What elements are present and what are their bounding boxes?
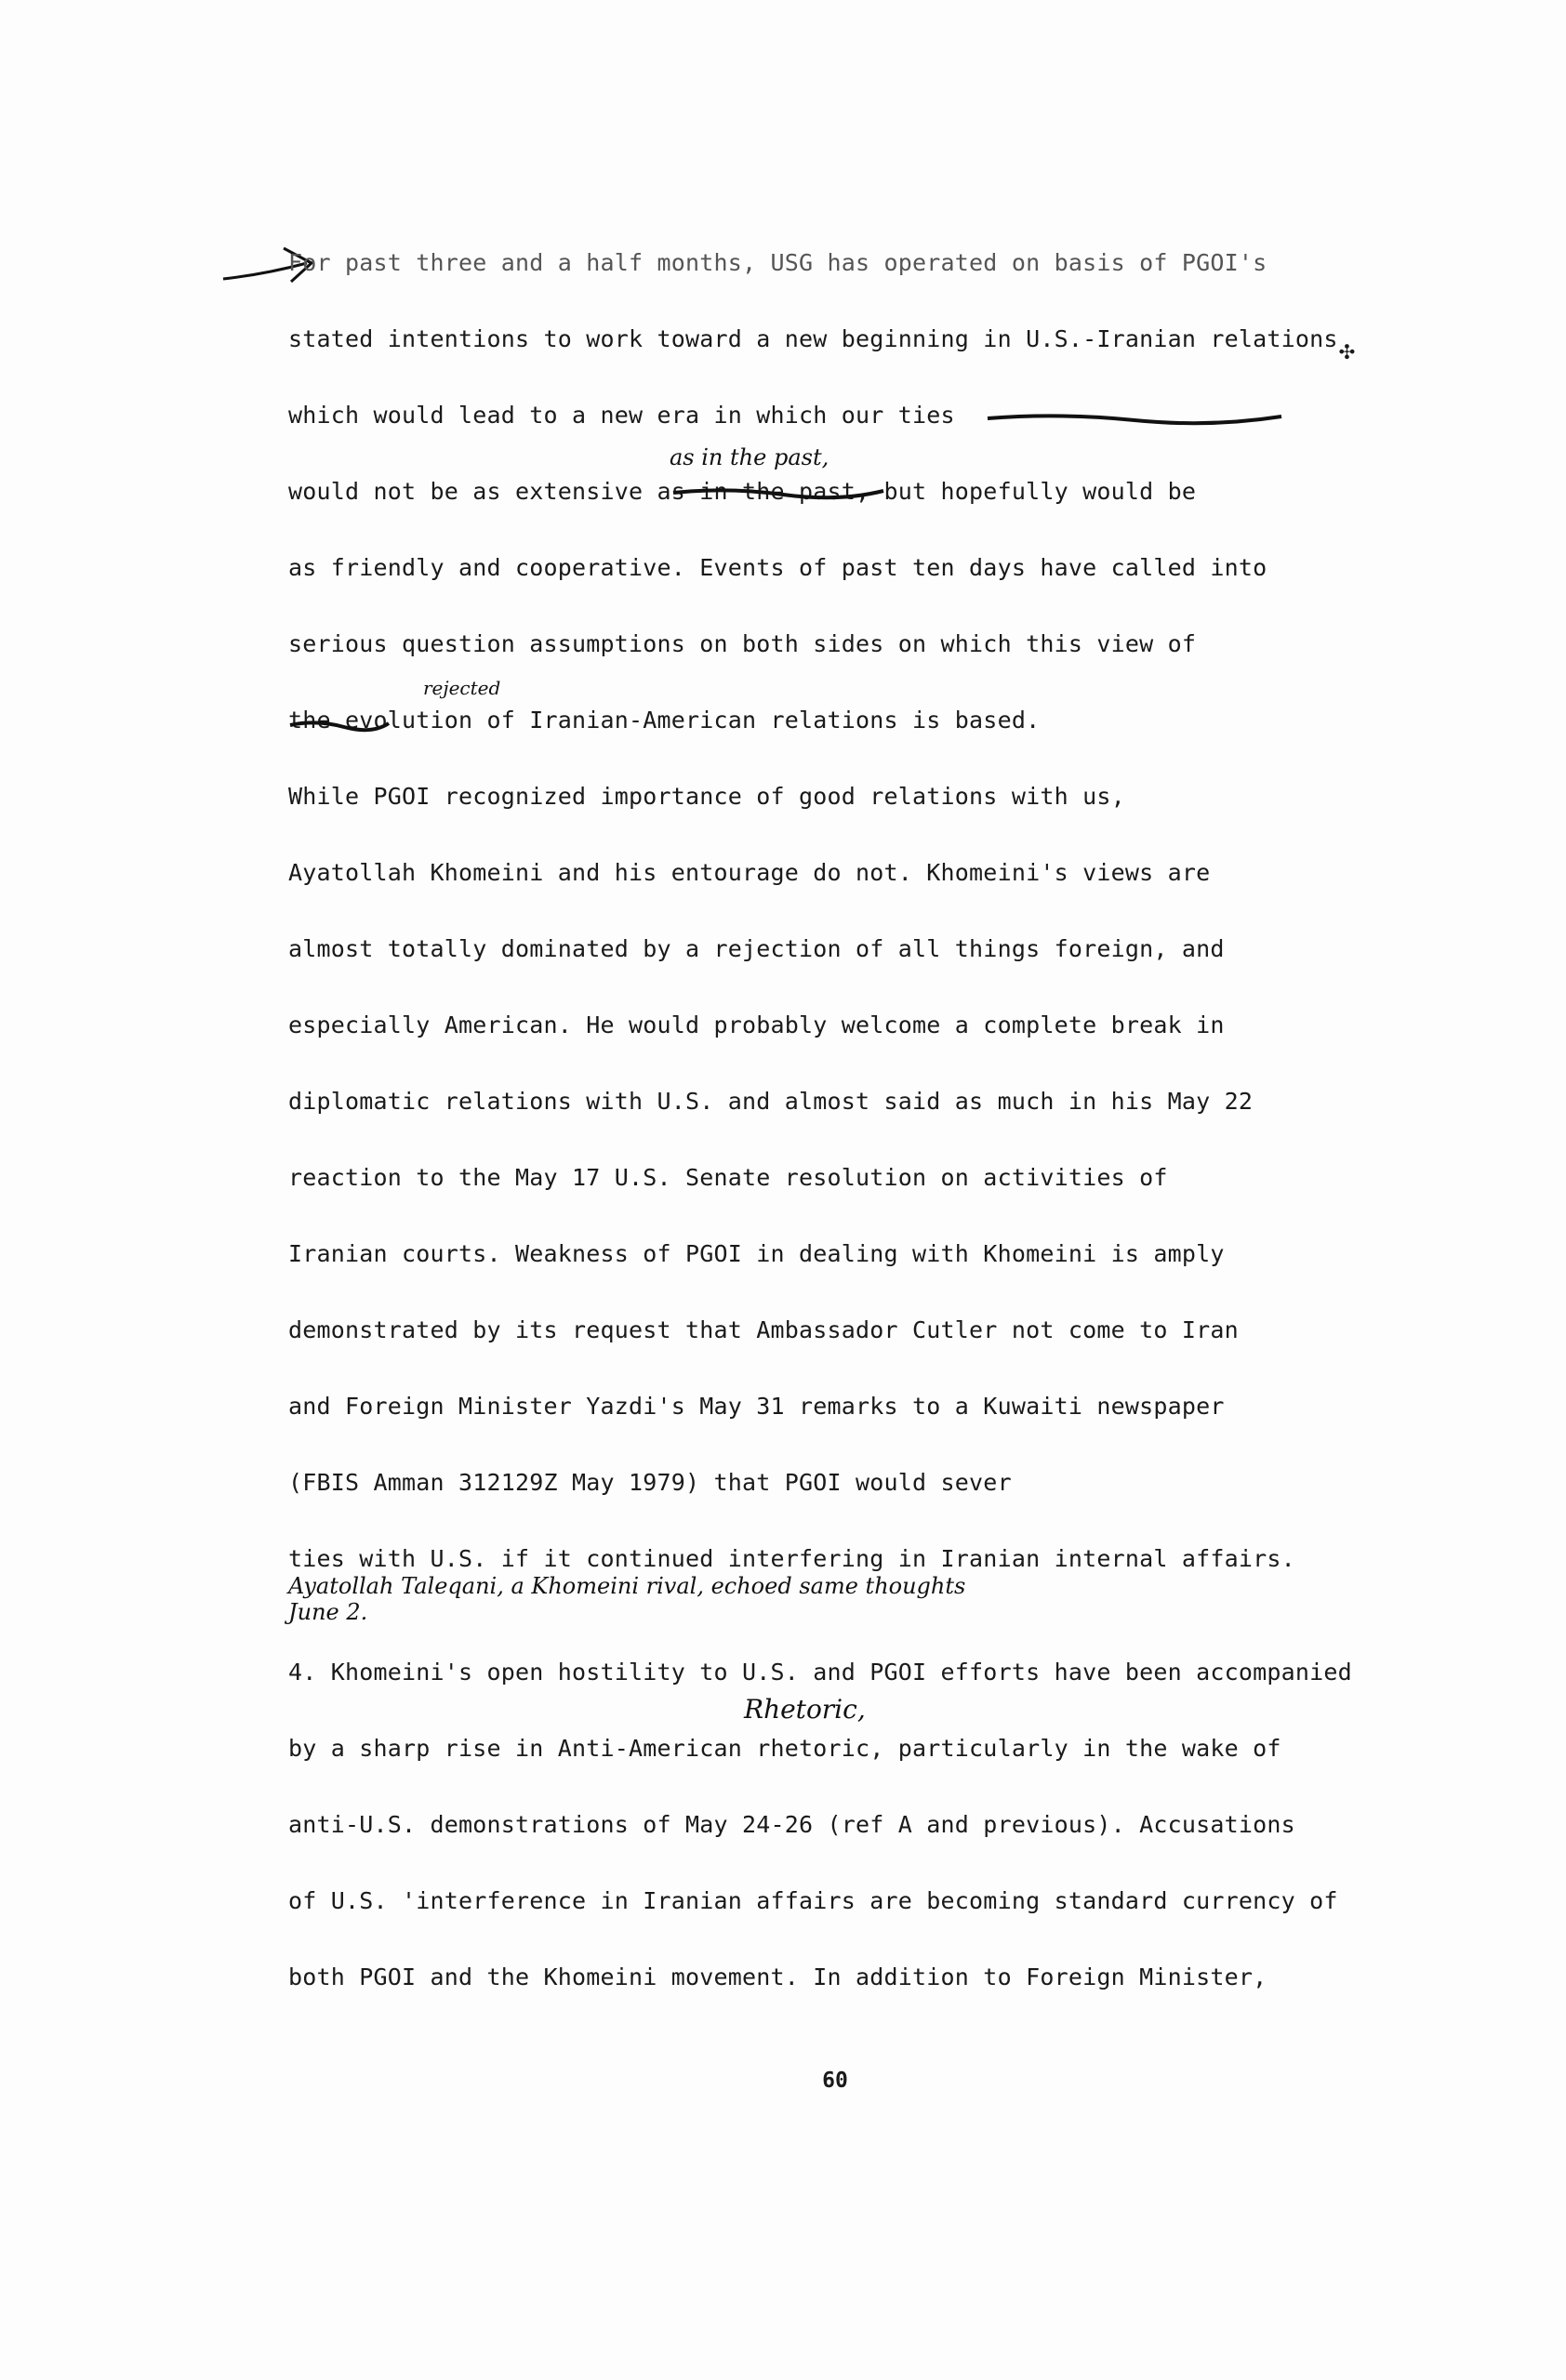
strikethrough-scribble-icon: [986, 409, 1283, 428]
text-line: diplomatic relations with U.S. and almost said as much in his May 22: [288, 1088, 1254, 1115]
handwritten-annotation: as in the past,: [670, 444, 829, 470]
text-line: Iranian courts. Weakness of PGOI in dealing with Khomeini is amply: [288, 1240, 1225, 1267]
text-line: (FBIS Amman 312129Z May 1979) that PGOI would sever: [288, 1469, 1012, 1496]
handwritten-annotation: rejected: [423, 677, 501, 699]
handwritten-margin-note: June 2.: [288, 1599, 368, 1625]
text-line: as friendly and cooperative. Events of past ten days have called into: [288, 554, 1267, 581]
text-line: ties with U.S. if it continued interfering in Iranian internal affairs.: [288, 1545, 1295, 1572]
text-line: Ayatollah Khomeini and his entourage do not. Khomeini's views are: [288, 859, 1211, 886]
text-line: by a sharp rise in Anti-American rhetoric, particularly in the wake of: [288, 1735, 1281, 1762]
strikethrough-scribble-icon: [288, 716, 391, 734]
text-line: anti-U.S. demonstrations of May 24-26 (ref A and previous). Accusations: [288, 1811, 1295, 1838]
strikethrough-scribble-icon: [671, 483, 885, 502]
handwritten-annotation: Rhetoric,: [744, 1694, 866, 1725]
text-line: both PGOI and the Khomeini movement. In addition to Foreign Minister,: [288, 1964, 1267, 1990]
text-line: serious question assumptions on both sides on which this view of: [288, 630, 1197, 657]
text-line: For past three and a half months, USG has operated on basis of PGOI's: [288, 249, 1267, 276]
margin-mark-icon: ✣: [1339, 335, 1355, 365]
text-line: stated intentions to work toward a new beginning in U.S.-Iranian relations: [288, 325, 1338, 352]
text-line: almost totally dominated by a rejection of all things foreign, and: [288, 935, 1225, 962]
text-line: 4. Khomeini's open hostility to U.S. and PGOI efforts have been accompanied: [288, 1659, 1352, 1686]
text-line: While PGOI recognized importance of good relations with us,: [288, 783, 1125, 810]
text-line: and Foreign Minister Yazdi's May 31 remarks to a Kuwaiti newspaper: [288, 1393, 1225, 1420]
text-line: would not be as extensive as in the past, but hopefully would be: [288, 478, 1197, 505]
handwritten-margin-note: Ayatollah Taleqani, a Khomeini rival, echoed same thoughts: [288, 1573, 966, 1599]
text-line: of U.S. 'interference in Iranian affairs are becoming standard currency of: [288, 1887, 1338, 1914]
text-line: the evolution of Iranian-American relations is based.: [288, 707, 1041, 734]
page-number: 60: [822, 2069, 848, 2093]
text-line: demonstrated by its request that Ambassador Cutler not come to Iran: [288, 1316, 1239, 1343]
text-line: especially American. He would probably welcome a complete break in: [288, 1012, 1225, 1038]
text-line: reaction to the May 17 U.S. Senate resolution on activities of: [288, 1164, 1168, 1191]
text-line: which would lead to a new era in which our ties: [288, 402, 955, 429]
